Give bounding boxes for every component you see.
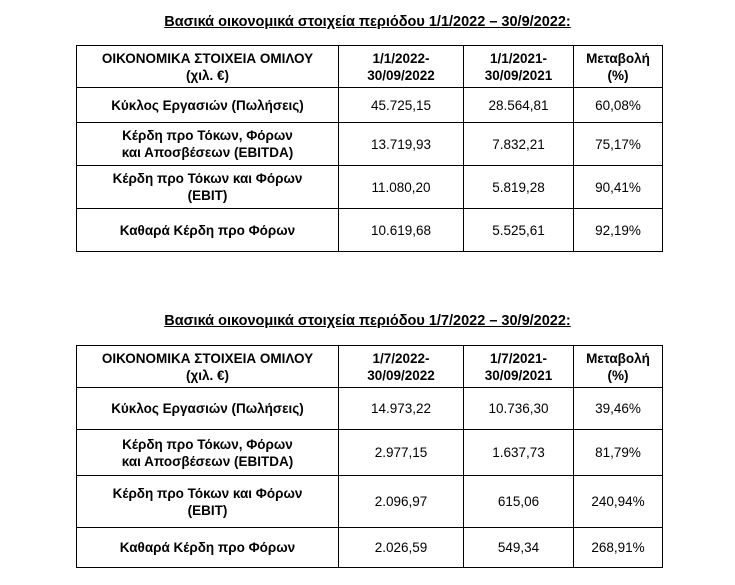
header-label-line1: ΟΙΚΟΝΟΜΙΚΑ ΣΤΟΙΧΕΙΑ ΟΜΙΛΟΥ (101, 50, 314, 66)
change-percent: 92,19% (574, 209, 663, 252)
table-row (77, 209, 663, 252)
row-label: Κέρδη προ Τόκων και Φόρων (EBIT) (77, 166, 339, 209)
financial-table-ytd (76, 45, 663, 252)
header-label-line2: (χιλ. €) (185, 367, 230, 383)
prior-period-value: 615,06 (464, 476, 574, 528)
section-2-title: Βασικά οικονομικά στοιχεία περιόδου 1/7/2022 – 30/9/2022: (164, 313, 571, 329)
section-1-title: Βασικά οικονομικά στοιχεία περιόδου 1/1/2022 – 30/9/2022: (164, 14, 571, 30)
change-percent: 240,94% (574, 476, 663, 528)
header-current-period-cell (339, 46, 464, 88)
prior-period-value: 549,34 (464, 528, 574, 568)
table-row (77, 166, 663, 209)
row-label: Κέρδη προ Τόκων και Φόρων (EBIT) (77, 476, 339, 528)
current-period-value: 2.977,15 (339, 430, 464, 476)
header-change-line2: (%) (607, 67, 629, 83)
financial-table-quarter (76, 345, 663, 568)
table-row (77, 476, 663, 528)
table-header-row (77, 346, 663, 388)
current-period-value: 2.026,59 (339, 528, 464, 568)
current-period-value: 45.725,15 (339, 88, 464, 123)
current-period-value: 14.973,22 (339, 388, 464, 430)
change-percent: 39,46% (574, 388, 663, 430)
change-percent: 75,17% (574, 123, 663, 166)
header-change-line1: Μεταβολή (586, 350, 650, 366)
row-label: Κέρδη προ Τόκων, Φόρων και Αποσβέσεων (EBITDA) (77, 430, 339, 476)
header-prior-period-line1: 1/7/2021- (489, 350, 548, 366)
row-label: Κύκλος Εργασιών (Πωλήσεις) (77, 88, 339, 123)
table-row (77, 430, 663, 476)
header-label-cell (77, 346, 339, 388)
header-current-period-cell (339, 346, 464, 388)
header-change-line2: (%) (607, 367, 629, 383)
prior-period-value: 5.819,28 (464, 166, 574, 209)
prior-period-value: 1.637,73 (464, 430, 574, 476)
current-period-value: 11.080,20 (339, 166, 464, 209)
current-period-value: 13.719,93 (339, 123, 464, 166)
change-percent: 90,41% (574, 166, 663, 209)
current-period-value: 2.096,97 (339, 476, 464, 528)
header-change-cell (574, 346, 663, 388)
table-header-row (77, 46, 663, 88)
header-label-line1: ΟΙΚΟΝΟΜΙΚΑ ΣΤΟΙΧΕΙΑ ΟΜΙΛΟΥ (101, 350, 314, 366)
current-period-value: 10.619,68 (339, 209, 464, 252)
change-percent: 268,91% (574, 528, 663, 568)
header-prior-period-line2: 30/09/2021 (484, 367, 553, 383)
header-prior-period-cell (464, 46, 574, 88)
header-change-cell (574, 46, 663, 88)
row-label: Καθαρά Κέρδη προ Φόρων (77, 528, 339, 568)
prior-period-value: 28.564,81 (464, 88, 574, 123)
table-row (77, 388, 663, 430)
table-row (77, 528, 663, 568)
header-current-period-line2: 30/09/2022 (367, 67, 435, 83)
header-label-line2: (χιλ. €) (185, 67, 230, 83)
row-label: Κύκλος Εργασιών (Πωλήσεις) (77, 388, 339, 430)
row-label: Κέρδη προ Τόκων, Φόρων και Αποσβέσεων (EBITDA) (77, 123, 339, 166)
prior-period-value: 7.832,21 (464, 123, 574, 166)
change-percent: 60,08% (574, 88, 663, 123)
prior-period-value: 10.736,30 (464, 388, 574, 430)
table-row (77, 123, 663, 166)
prior-period-value: 5.525,61 (464, 209, 574, 252)
row-label: Καθαρά Κέρδη προ Φόρων (77, 209, 339, 252)
header-current-period-line1: 1/7/2022- (372, 350, 430, 366)
change-percent: 81,79% (574, 430, 663, 476)
header-prior-period-line2: 30/09/2021 (484, 67, 553, 83)
header-prior-period-cell (464, 346, 574, 388)
header-label-cell (77, 46, 339, 88)
table-row (77, 88, 663, 123)
header-current-period-line2: 30/09/2022 (367, 367, 435, 383)
header-prior-period-line1: 1/1/2021- (489, 50, 548, 66)
header-change-line1: Μεταβολή (586, 50, 650, 66)
header-current-period-line1: 1/1/2022- (372, 50, 430, 66)
